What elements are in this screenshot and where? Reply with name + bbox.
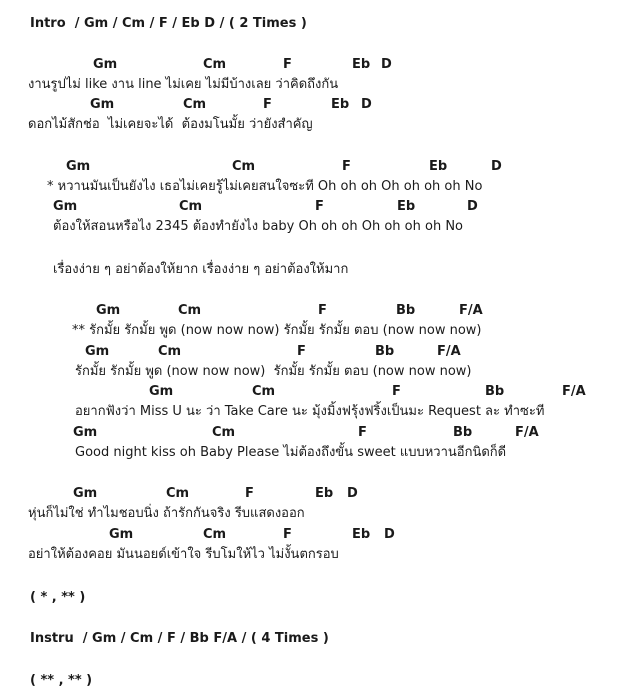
chord-label: Gm	[96, 303, 121, 318]
repeat-marker: ( ** , ** )	[30, 673, 93, 688]
chord-label: Gm	[66, 159, 91, 174]
chord-label: F/A	[437, 344, 461, 359]
bridge-lyric-line: อย่าให้ต้องคอย มันนอยด์เข้าใจ รีบโมให้ไว ไม่งั้นตกรอบ	[28, 547, 339, 562]
chord-label: F	[342, 159, 351, 174]
chord-label: Gm	[85, 344, 110, 359]
instrumental-heading: Instru / Gm / Cm / F / Bb F/A / ( 4 Times )	[30, 631, 329, 646]
chord-label: F	[283, 57, 292, 72]
chord-label: D	[384, 527, 395, 542]
chord-label: Cm	[183, 97, 207, 112]
chord-label: Cm	[232, 159, 256, 174]
chord-label: F	[245, 486, 254, 501]
chord-label: D	[491, 159, 502, 174]
chord-label: F/A	[459, 303, 483, 318]
chord-label: Eb	[352, 57, 371, 72]
chord-label: F	[318, 303, 327, 318]
chorus-star-lyric-line: * หวานมันเป็นยังไง เธอไม่เคยรู้ไม่เคยสนใจซะที Oh oh oh Oh oh oh oh No	[47, 179, 483, 194]
chord-label: F	[358, 425, 367, 440]
chord-label: Eb	[429, 159, 448, 174]
chord-label: D	[347, 486, 358, 501]
chord-label: Cm	[203, 527, 227, 542]
chord-label: Eb	[352, 527, 371, 542]
chord-label: Bb	[485, 384, 505, 399]
chord-label: D	[381, 57, 392, 72]
chord-label: Cm	[158, 344, 182, 359]
chord-label: F/A	[515, 425, 539, 440]
chord-label: Gm	[109, 527, 134, 542]
chord-label: Cm	[178, 303, 202, 318]
chorus-double-lyric-line: รักมั้ย รักมั้ย พูด (now now now) รักมั้ย รักมั้ย ตอบ (now now now)	[75, 364, 472, 379]
chord-label: F/A	[562, 384, 586, 399]
chord-label: Cm	[212, 425, 236, 440]
chord-label: Gm	[93, 57, 118, 72]
chord-label: F	[283, 527, 292, 542]
chorus-star-lyric-line: เรื่องง่าย ๆ อย่าต้องให้ยาก เรื่องง่าย ๆ อย่าต้องให้มาก	[53, 262, 349, 277]
chord-label: F	[263, 97, 272, 112]
chord-label: F	[297, 344, 306, 359]
chorus-double-lyric-line: อยากฟังว่า Miss U นะ ว่า Take Care นะ มุ้งมิ้งฟรุ้งฟริ้งเป็นมะ Request ละ ทำซะที	[75, 404, 545, 419]
chord-label: D	[361, 97, 372, 112]
chord-label: Gm	[53, 199, 78, 214]
chord-label: Cm	[252, 384, 276, 399]
verse-lyric-line: งานรูปไม่ like งาน line ไม่เคย ไม่มีบ้างเลย ว่าคิดถึงกัน	[28, 77, 339, 92]
chorus-star-lyric-line: ต้องให้สอนหรือไง 2345 ต้องทำยังไง baby Oh oh oh Oh oh oh oh No	[53, 219, 463, 234]
chord-label: Cm	[179, 199, 203, 214]
chord-label: D	[467, 199, 478, 214]
chord-label: Gm	[73, 425, 98, 440]
repeat-marker: ( * , ** )	[30, 590, 86, 605]
chord-label: Cm	[166, 486, 190, 501]
chord-label: Gm	[73, 486, 98, 501]
chorus-double-lyric-line: Good night kiss oh Baby Please ไม่ต้องถึงขั้น sweet แบบหวานอีกนิดก็ดี	[75, 445, 507, 460]
chord-label: Bb	[453, 425, 473, 440]
intro-heading: Intro / Gm / Cm / F / Eb D / ( 2 Times )	[30, 16, 307, 31]
chord-label: Gm	[149, 384, 174, 399]
chord-label: Eb	[397, 199, 416, 214]
chord-label: Bb	[396, 303, 416, 318]
chord-label: F	[392, 384, 401, 399]
chord-label: Eb	[331, 97, 350, 112]
bridge-lyric-line: หุ่นก็ไม่ใช่ ทำไมชอบนิ่ง ถ้ารักกันจริง รีบแสดงออก	[28, 506, 305, 521]
chord-label: Gm	[90, 97, 115, 112]
chord-label: Cm	[203, 57, 227, 72]
verse-lyric-line: ดอกไม้สักช่อ ไม่เคยจะได้ ต้องมโนมั้ย ว่ายังสำคัญ	[28, 117, 313, 132]
chord-label: Eb	[315, 486, 334, 501]
chord-label: Bb	[375, 344, 395, 359]
chord-label: F	[315, 199, 324, 214]
chorus-double-lyric-line: ** รักมั้ย รักมั้ย พูด (now now now) รักมั้ย รักมั้ย ตอบ (now now now)	[72, 323, 482, 338]
